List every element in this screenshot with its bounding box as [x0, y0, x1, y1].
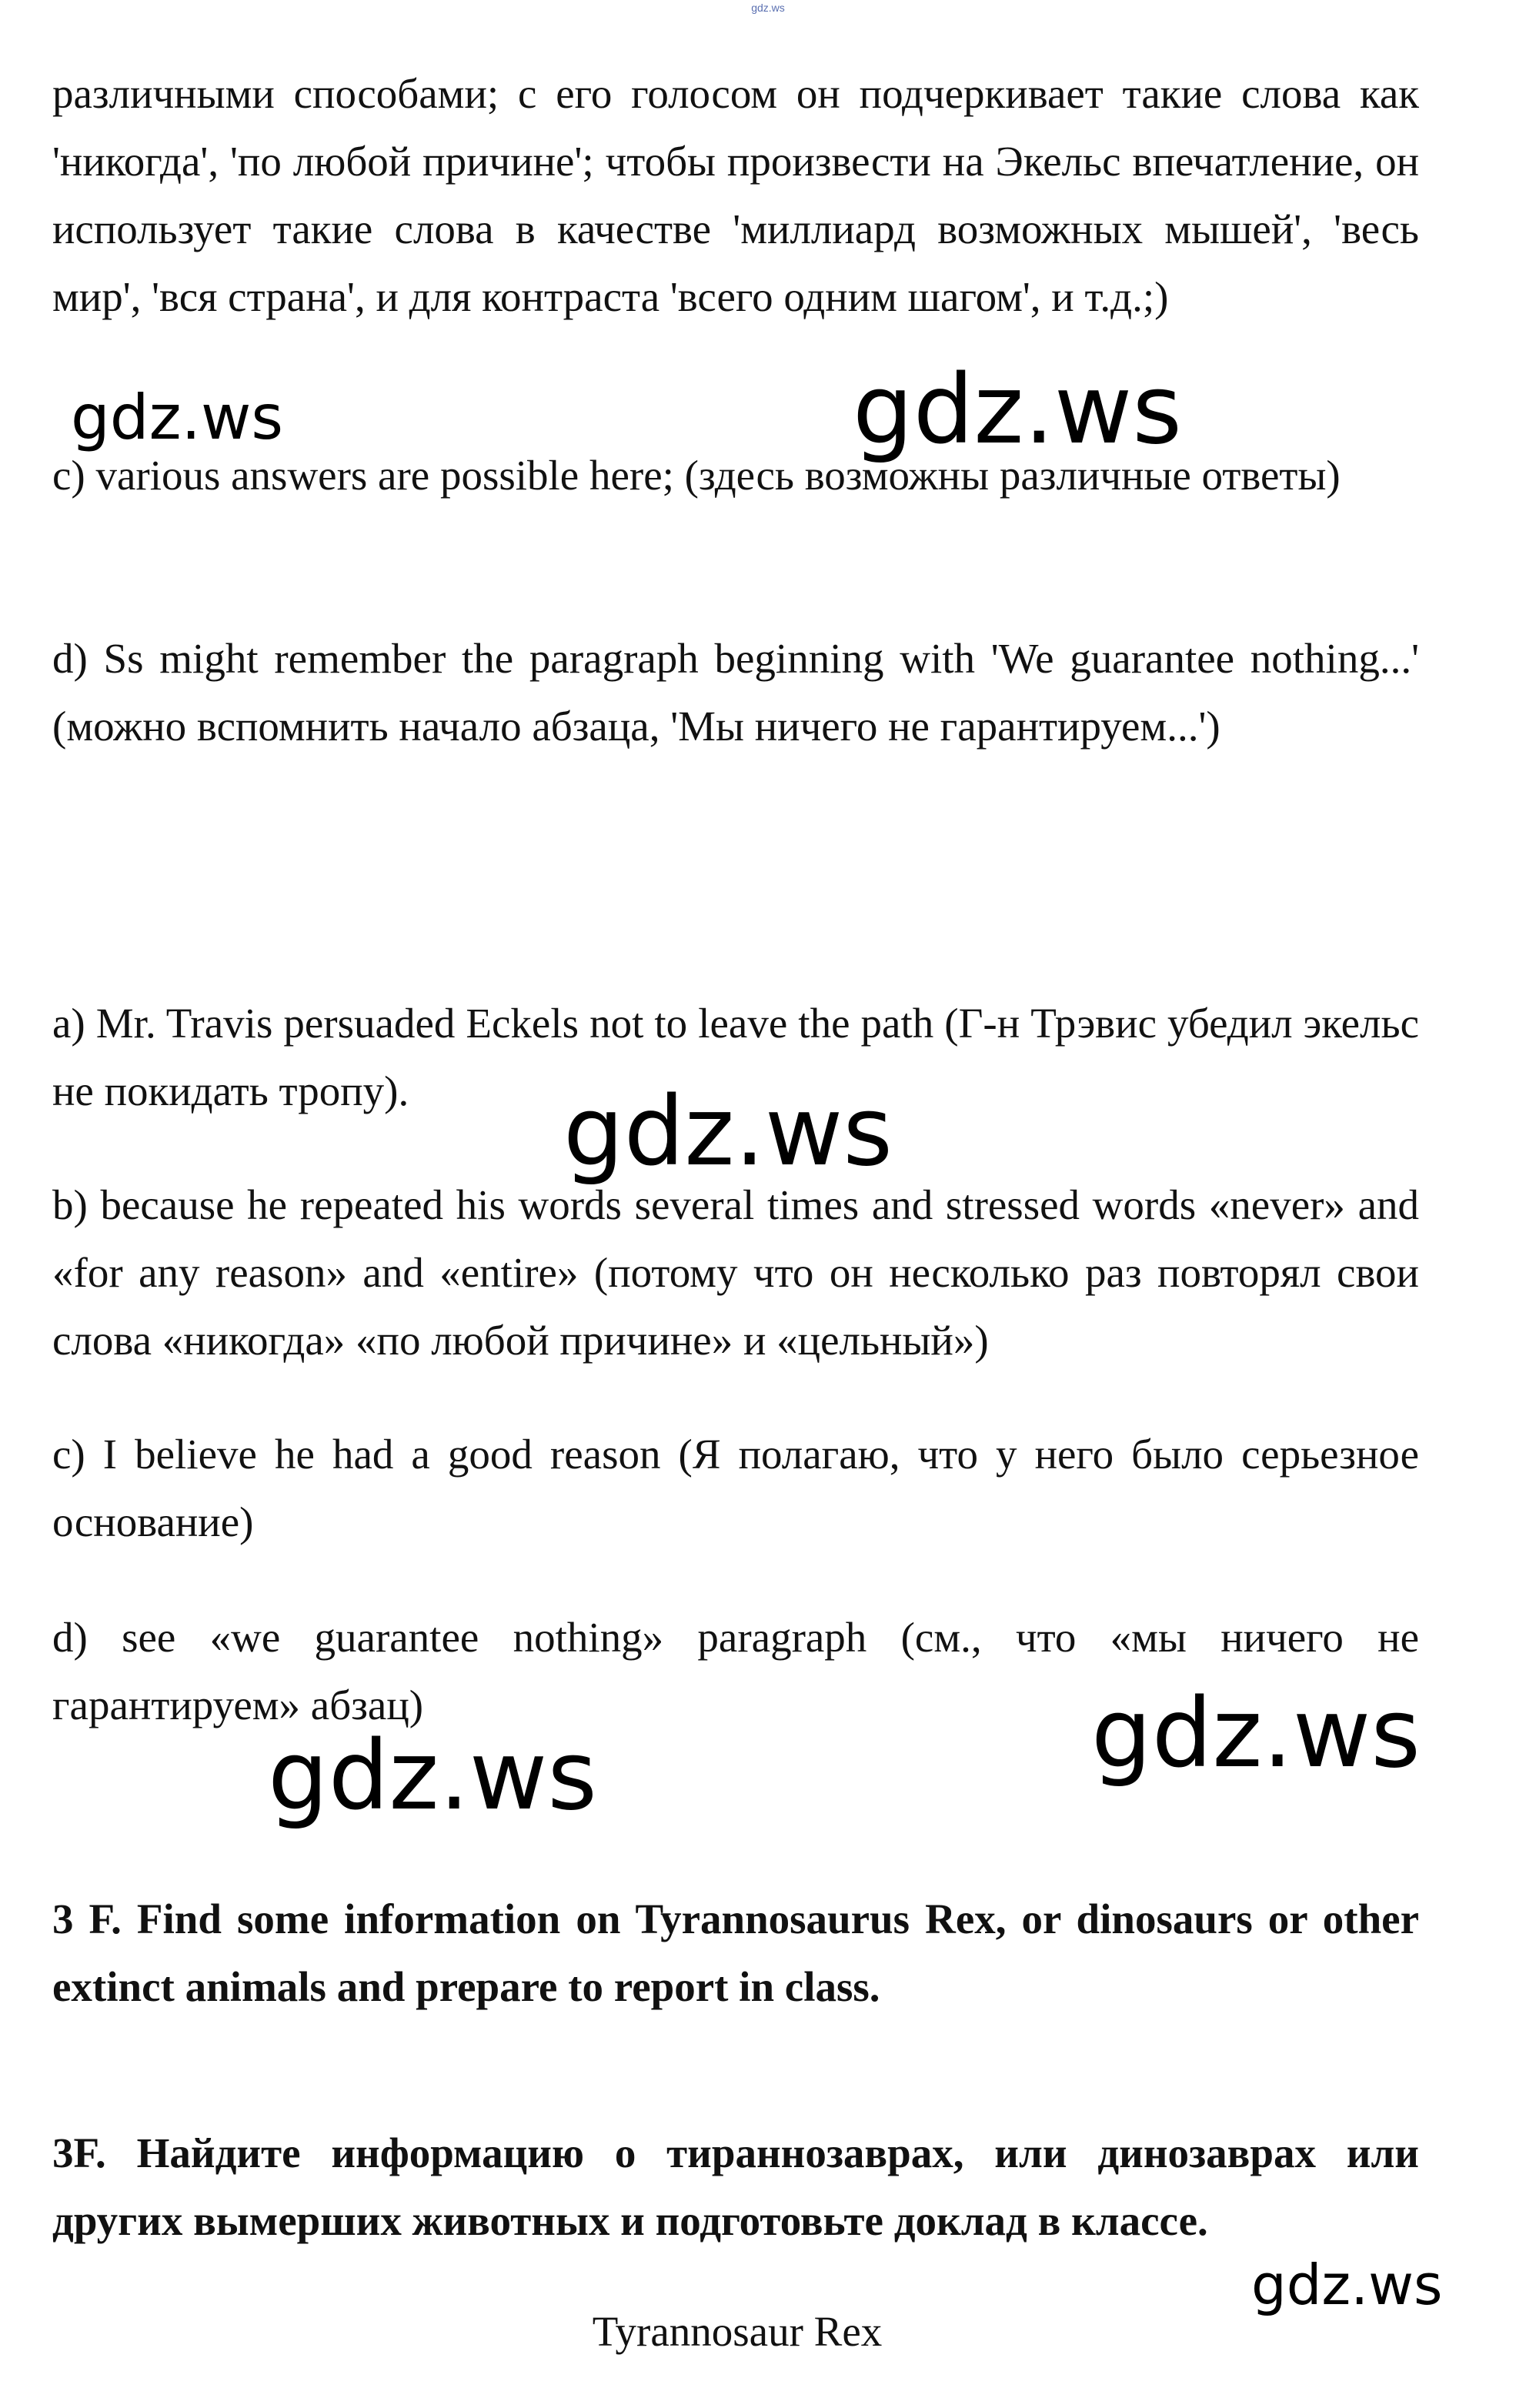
paragraph-c-second: c) I believe he had a good reason (Я полагаю, что у него было серьезное основание): [52, 1431, 1419, 1545]
watermark-logo: gdz.ws: [563, 1077, 893, 1187]
watermark-logo: gdz.ws: [853, 355, 1182, 466]
site-mark: gdz.ws: [751, 2, 785, 14]
watermark-logo: gdz.ws: [71, 382, 284, 453]
watermark-logo: gdz.ws: [268, 1721, 597, 1832]
paragraph-continuation: различными способами; с его голосом он подчеркивает такие слова как 'никогда', 'по любой причине'; чтобы произвести на Экельс впечатление, он использует такие слова в качестве 'миллиард возможных мышей', 'весь мир', 'вся страна', и для контраста 'всего одним шагом', и т.д.;): [52, 70, 1419, 320]
watermark-logo: gdz.ws: [1251, 2253, 1443, 2317]
paragraph-a: a) Mr. Travis persuaded Eckels not to leave the path (Г-н Трэвис убедил экельс не покидать тропу).: [52, 1000, 1419, 1114]
task-heading-russian: 3F. Найдите информацию о тираннозаврах, или динозаврах или других вымерших животных и подготовьте доклад в классе.: [52, 2129, 1419, 2244]
subtitle-tyrannosaur: Tyrannosaur Rex: [592, 2308, 883, 2355]
paragraph-b: b) because he repeated his words several times and stressed words «never» and «for any reason» and «entire» (потому что он несколько раз повторял свои слова «никогда» «по любой причине» и «цельный»): [52, 1181, 1419, 1364]
task-heading-english: 3 F. Find some information on Tyrannosaurus Rex, or dinosaurs or other extinct animals and prepare to report in class.: [52, 1895, 1419, 2010]
paragraph-d-first: d) Ss might remember the paragraph beginning with 'We guarantee nothing...' (можно вспомнить начало абзаца, 'Мы ничего не гарантируем...'): [52, 635, 1419, 750]
paragraph-d-second: d) see «we guarantee nothing» paragraph (см., что «мы ничего не гарантируем» абзац): [52, 1614, 1419, 1728]
paragraph-c-first: c) various answers are possible here; (здесь возможны различные ответы): [52, 452, 1341, 499]
watermark-logo: gdz.ws: [1091, 1678, 1421, 1789]
